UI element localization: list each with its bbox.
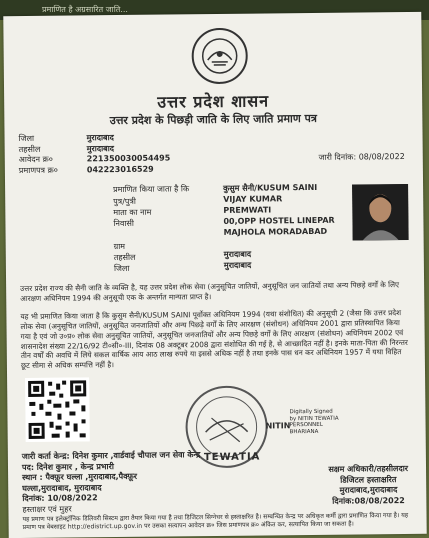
person-intro: प्रमाणित किया जाता है कि (113, 184, 190, 195)
issuer-sign-seal: हस्ताक्षर एवं मुहर (22, 504, 72, 514)
label-parent: पुत्र/पुत्री (113, 196, 136, 207)
footer-note: यह प्रमाण पत्र इलेक्ट्रॉनिक डिलिवरी सिस्टम द्वारा तैयार किया गया है तथा डिजिटल सिग्नेचर से हस्ताक्षरित है। सम्बन्धित केन्द्र पर अधिकृत कर्मी द्वारा प्रमाणित किया गया है। यह प्रमाण पत्र वेबसाइट http://edistrict.up.gov.in पर उसका सत्यापन आवेदन क्र० जिस प्रमाणपत्र क्र० अंकित कर, सत्यापित किया जा सकता है। (22, 511, 409, 532)
issuer-place-2: घल्ला,मुरादाबाद, मुरादाबाद (22, 482, 102, 493)
meta-label-district: जिला (18, 133, 35, 144)
value-name: कुसुम सैनी/KUSUM SAINI (223, 182, 318, 193)
authority-block (328, 464, 408, 507)
meta-label-application-no: आवेदन क्र० (18, 154, 53, 165)
label-resident: निवासी (113, 218, 135, 229)
page-title: उत्तर प्रदेश शासन (157, 91, 270, 112)
value-district: मुरादाबाद (223, 260, 252, 270)
top-caption: प्रमाणित है अग्रसारित जाति... (42, 5, 128, 14)
paragraph-caste: उत्तर प्रदेश राज्य की सैनी जाति के व्यक्ति है, यह उत्तर प्रदेश लोक सेवा (अनुसूचित जातियों, अनुसूचित जन जातियों तथा अन्य पिछड़े वर्गों के लिए आरक्षण अधिनियम 1994 की अनुसूची एक के अन्तर्गत मान्यता प्राप्त है। (20, 280, 400, 303)
person-values (223, 183, 335, 272)
signature-surname: TEWATIA (203, 451, 261, 464)
authority-place: मुरादाबाद,मुरादाबाद (339, 485, 398, 495)
authority-title: सक्षम अधिकारी/तहसीलदार (328, 463, 409, 474)
page-subtitle: उत्तर प्रदेश के पिछड़ी जाति के लिए जाति प्रमाण पत्र (109, 111, 318, 128)
value-father: VIJAY KUMAR (223, 194, 283, 204)
digital-signature-note: Digitally Signed by NITIN TEWATIA PERSONNEL BHARIANA (289, 408, 339, 436)
meta-value-district: मुरादाबाद (86, 133, 114, 143)
meta-value-tehsil: मुरादाबाद (86, 143, 115, 153)
issuer-date: दिनांक: 10/08/2022 (22, 493, 98, 504)
meta-value-certificate-no: 042223016529 (86, 164, 154, 174)
meta-values (87, 132, 171, 175)
paragraph-certification: यह भी प्रमाणित किया जाता है कि कुसुम सैनी/KUSUM SAINI पूर्वोक्त अधिनियम 1994 (यथा संशोधित) की अनुसूची 2 (जैसा कि उत्तर प्रदेश लोक सेवा (अनुसूचित जातियों, अनुसूचित जनजातियों और अन्य पिछड़े वर्गों के लिए आरक्षण (संशोधन) अधिनियम 2001 द्वारा प्रतिस्थापित किया गया है एवं जो उ०प्र० लोक सेवा अनुसूचित जातियों, अनुसूचित जनजातियों और अन्य पिछड़े वर्गों के लिए आरक्षण (संशोधन) अधिनियम 2002 एवं शासनादेश संख्या 22/16/92 टी०सी०-III, दिनांक 08 अक्टूबर 2008 द्वारा संशोधित की गई है, से आच्छादित नहीं है। इनके माता-पिता की निरन्तर तीन वर्षों की अवधि में लिये सकल वार्षिक आय आठ लाख रुपये या इससे अधिक नहीं है तथा इनके पास धन कर अधिनियम 1957 में यथा विहित छूट सीमा से अधिक सम्पत्ति नहीं है। (20, 308, 408, 371)
person-labels (113, 197, 152, 275)
value-address-2: MAJHOLA MORADABAD (223, 226, 328, 237)
authority-digital: डिजिटल हस्ताक्षरित (340, 474, 397, 485)
label-tehsil: तहसील (113, 252, 136, 263)
value-tehsil: मुरादाबाद (223, 249, 252, 259)
value-address-1: 00,OPP HOSTEL LINEPAR (223, 215, 335, 226)
issuer-place: स्थान : पैक्फ़ूर घल्ला ,मुरादाबाद,पैक्फ़ूर (22, 471, 138, 483)
issuer-center: जारी कर्ता केन्द्र: दिनेश कुमार ,वार्डवाई चौपाल जन सेवा केन्द्र (21, 450, 201, 462)
issuer-post: पद: दिनेश कुमार , केन्द्र प्रभारी (21, 461, 114, 472)
applicant-photo (352, 184, 409, 241)
issuer-block (22, 450, 201, 515)
meta-label-tehsil: तहसील (18, 144, 41, 154)
issue-date: जारी दिनांक: 08/08/2022 (318, 152, 405, 162)
signature-name: NITIN (265, 421, 291, 431)
label-district: जिला (113, 263, 130, 274)
label-village: ग्राम (113, 241, 126, 252)
authority-date: दिनांक:08/08/2022 (332, 495, 405, 506)
state-emblem-icon (191, 28, 248, 85)
meta-labels (19, 134, 58, 176)
meta-value-application-no: 221350030054495 (86, 153, 171, 164)
label-mother: माता का नाम (113, 207, 152, 218)
value-mother: PREMWATI (223, 205, 272, 215)
qr-code (25, 377, 90, 442)
certificate-page (3, 12, 426, 538)
meta-label-certificate-no: प्रमाणपत्र क्र० (18, 165, 58, 175)
